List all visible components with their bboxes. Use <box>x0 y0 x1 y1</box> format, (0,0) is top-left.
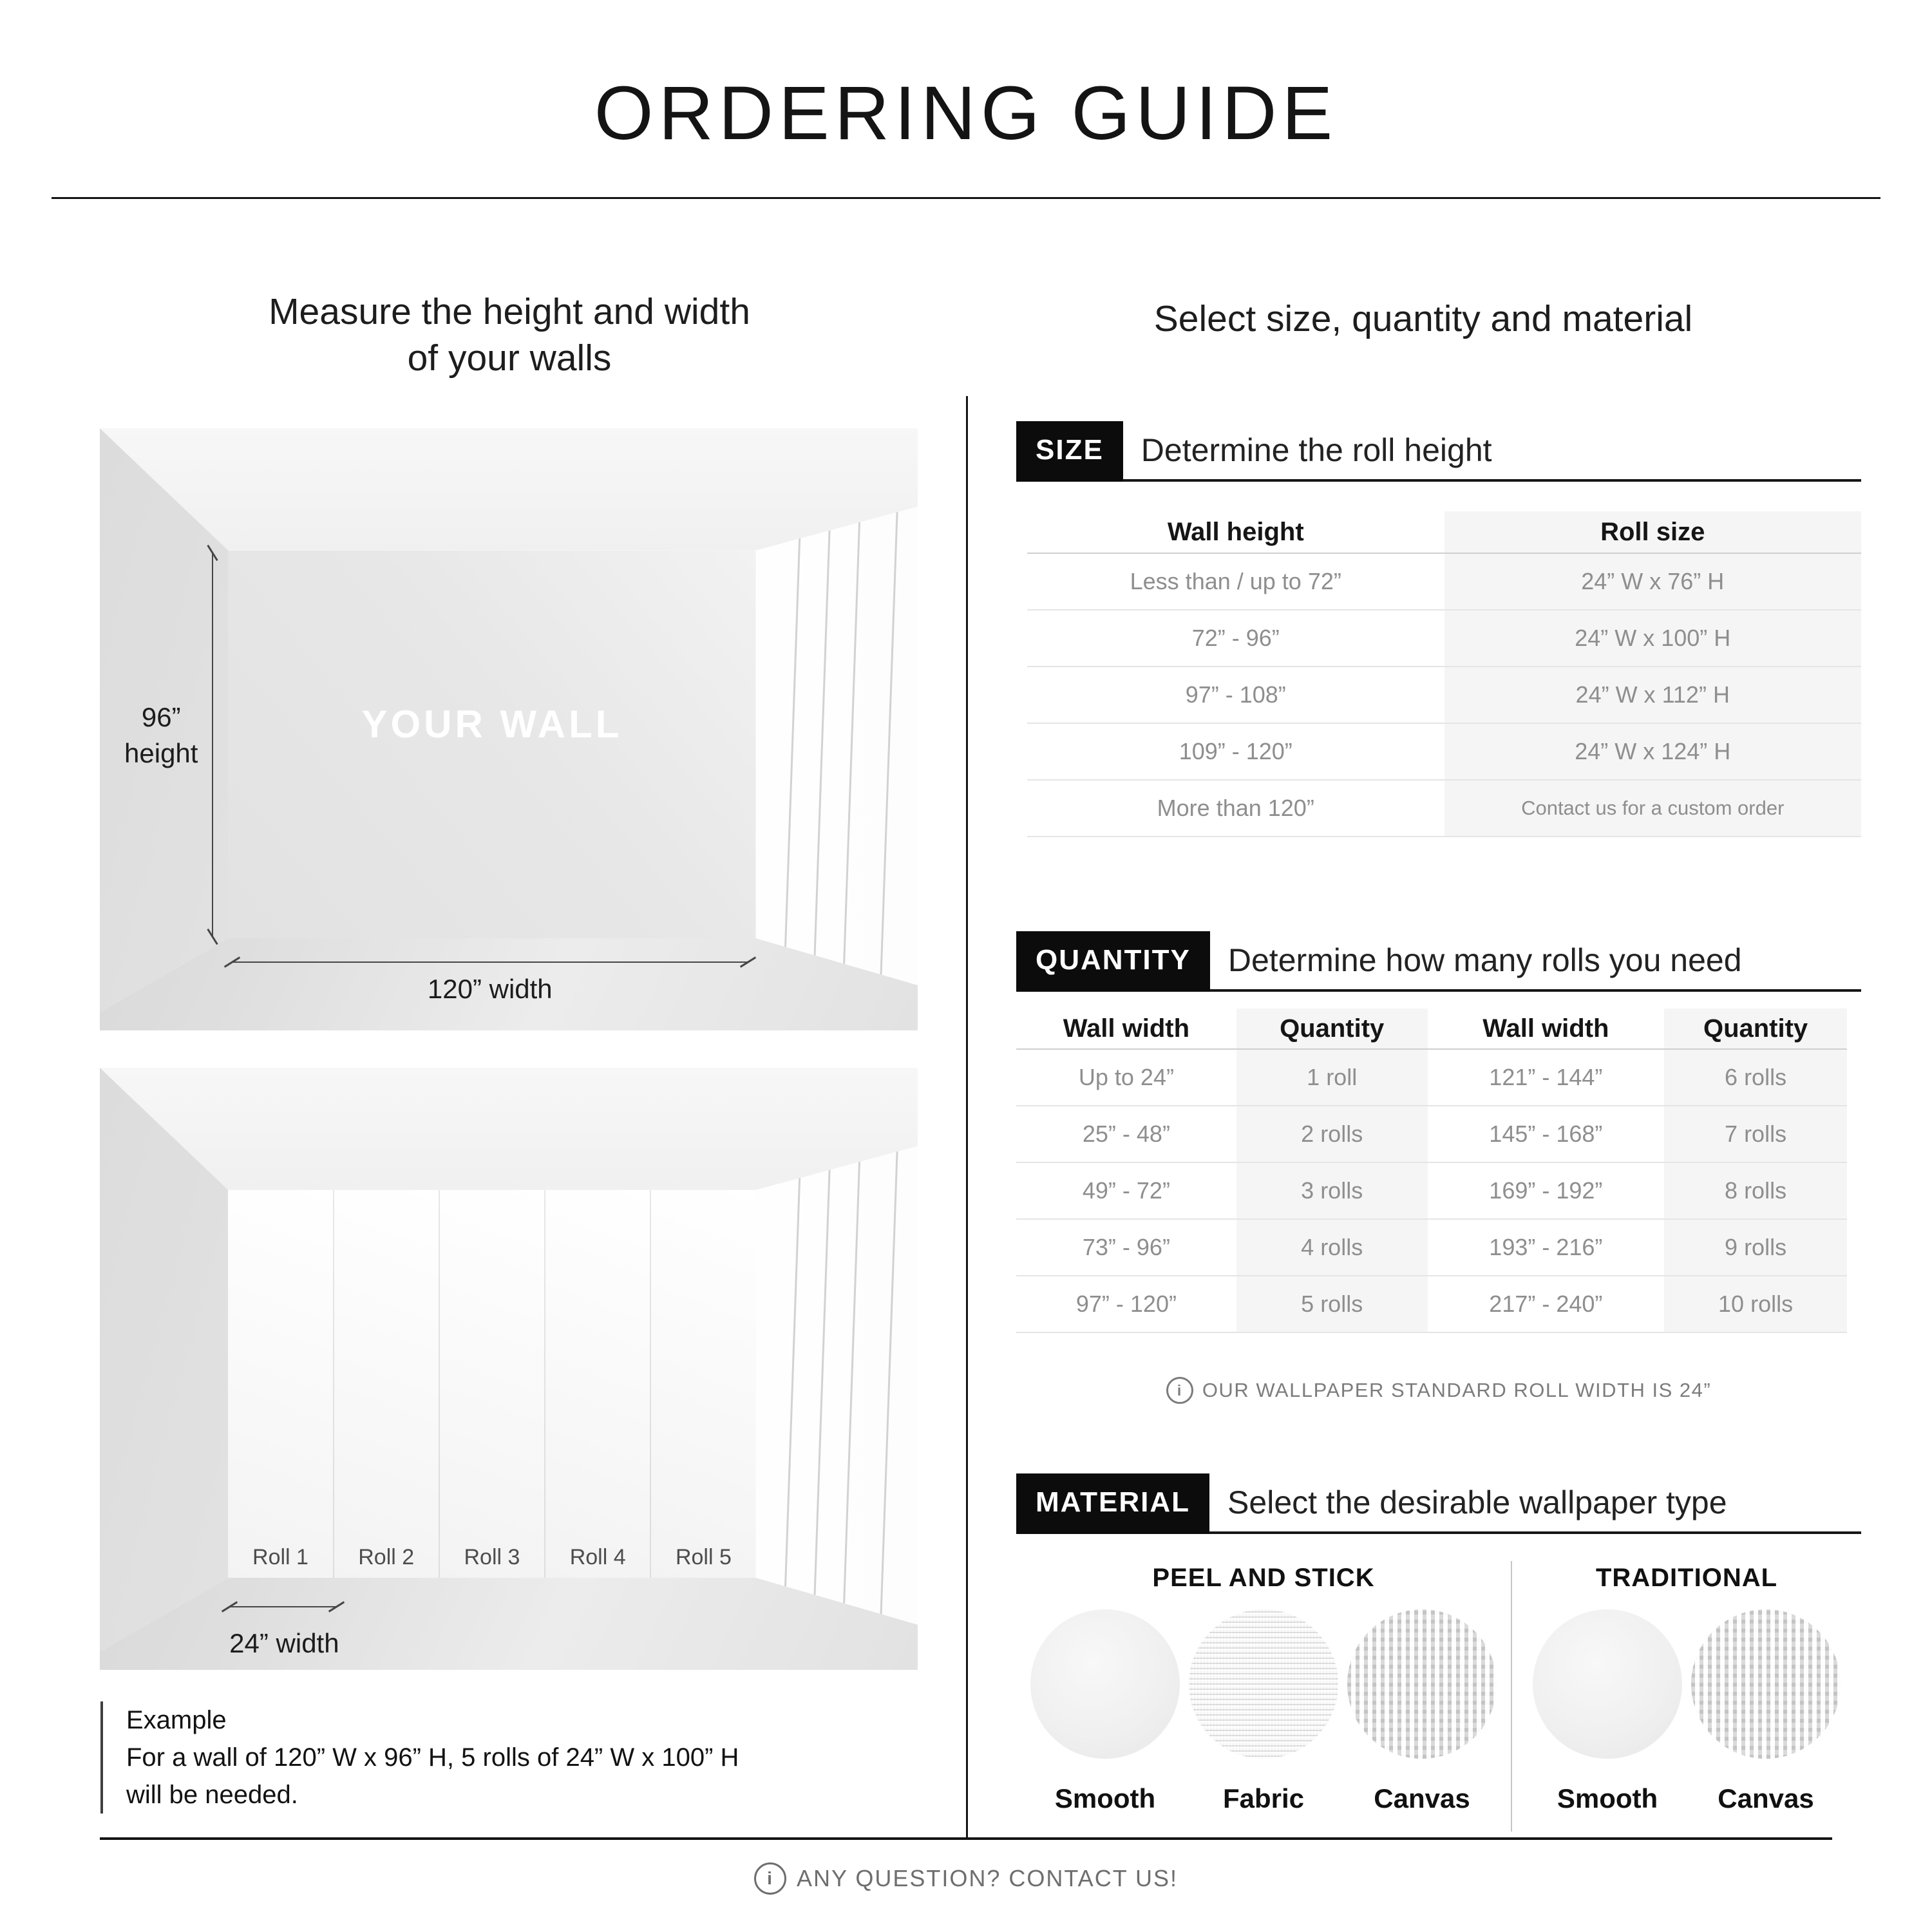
window-mullion <box>813 1140 831 1627</box>
quantity-cell: 3 rolls <box>1236 1163 1428 1220</box>
material-group-title: TRADITIONAL <box>1595 1564 1778 1592</box>
roll-panels <box>228 1190 755 1578</box>
roll-panel <box>651 1190 755 1578</box>
quantity-cell: 5 rolls <box>1236 1276 1428 1333</box>
quantity-cell: 121” - 144” <box>1428 1050 1665 1106</box>
measure-heading <box>100 289 919 382</box>
material-groups <box>1016 1561 1861 1832</box>
page-title: ORDERING GUIDE <box>594 71 1338 156</box>
swatch-label: Smooth <box>1054 1783 1156 1814</box>
swatch-label: Fabric <box>1222 1783 1305 1814</box>
material-option <box>1347 1609 1497 1814</box>
window-mullion <box>880 1140 898 1627</box>
quantity-section-header <box>1016 931 1861 992</box>
size-cell: 72” - 96” <box>1027 611 1444 667</box>
size-cell: 24” W x 124” H <box>1444 724 1862 781</box>
quantity-col-header: Quantity <box>1236 1009 1428 1050</box>
size-cell: 24” W x 76” H <box>1444 554 1862 611</box>
footer-divider <box>100 1837 1832 1840</box>
window-mullion <box>813 500 831 988</box>
window-mullion <box>842 500 861 988</box>
example-title: Example <box>126 1706 227 1734</box>
title-divider <box>52 197 1880 199</box>
canvas-texture-swatch <box>1691 1609 1841 1759</box>
roll-panel <box>334 1190 440 1578</box>
size-table <box>1027 511 1861 837</box>
material-option <box>1691 1609 1841 1814</box>
material-group-title: PEEL AND STICK <box>1152 1564 1375 1592</box>
roll-label: Roll 4 <box>569 1544 626 1569</box>
roll-label: Roll 5 <box>675 1544 732 1569</box>
quantity-cell: 1 roll <box>1236 1050 1428 1106</box>
room-illustration-your-wall <box>100 428 918 1030</box>
quantity-cell: 73” - 96” <box>1016 1220 1236 1276</box>
quantity-col-header: Wall width <box>1428 1009 1665 1050</box>
material-section-header <box>1016 1473 1861 1534</box>
info-icon <box>1166 1377 1193 1404</box>
measure-heading-line2: of your walls <box>407 337 612 379</box>
height-measure-line <box>212 553 213 936</box>
quantity-cell: 169” - 192” <box>1428 1163 1665 1220</box>
quantity-cell: 49” - 72” <box>1016 1163 1236 1220</box>
size-cell: 24” W x 112” H <box>1444 667 1862 724</box>
footer-note-text: ANY QUESTION? CONTACT US! <box>796 1865 1179 1891</box>
material-option <box>1030 1609 1180 1814</box>
quantity-col-header: Quantity <box>1664 1009 1847 1050</box>
quantity-cell: 217” - 240” <box>1428 1276 1665 1333</box>
select-heading: Select size, quantity and material <box>1153 298 1693 339</box>
height-value: 96” <box>141 701 181 732</box>
roll-panel <box>545 1190 651 1578</box>
material-badge: MATERIAL <box>1016 1473 1209 1534</box>
example-note <box>100 1701 886 1814</box>
roll-label: Roll 1 <box>252 1544 308 1569</box>
quantity-table <box>1016 1009 1847 1333</box>
width-measure-line <box>232 961 748 963</box>
quantity-cell: 9 rolls <box>1664 1220 1847 1276</box>
width-label: 120” width <box>427 974 553 1005</box>
size-badge: SIZE <box>1016 421 1123 482</box>
height-word: height <box>124 738 198 769</box>
measure-heading-line1: Measure the height and width <box>269 291 750 332</box>
quantity-cell: Up to 24” <box>1016 1050 1236 1106</box>
size-section-header <box>1016 421 1861 482</box>
swatch-row <box>1533 1609 1841 1814</box>
swatch-label: Canvas <box>1718 1783 1814 1814</box>
roll-width-note-text: OUR WALLPAPER STANDARD ROLL WIDTH IS 24” <box>1202 1379 1712 1401</box>
quantity-cell: 145” - 168” <box>1428 1106 1665 1163</box>
size-cell: More than 120” <box>1027 781 1444 837</box>
quantity-cell: 7 rolls <box>1664 1106 1847 1163</box>
your-wall-label: YOUR WALL <box>361 703 623 746</box>
size-col-header-roll-size: Roll size <box>1444 511 1862 554</box>
quantity-cell: 97” - 120” <box>1016 1276 1236 1333</box>
quantity-cell: 6 rolls <box>1664 1050 1847 1106</box>
quantity-col-header: Wall width <box>1016 1009 1236 1050</box>
info-icon <box>754 1862 786 1895</box>
window-mullion <box>783 500 802 988</box>
smooth-texture-swatch <box>1030 1609 1180 1759</box>
window-mullion <box>880 500 898 988</box>
swatch-label: Smooth <box>1557 1783 1658 1814</box>
size-cell: Less than / up to 72” <box>1027 554 1444 611</box>
roll-panel <box>440 1190 545 1578</box>
roll-width-measure-line <box>230 1606 336 1607</box>
swatch-row <box>1030 1609 1497 1814</box>
roll-panel <box>228 1190 334 1578</box>
roll-label: Roll 3 <box>464 1544 520 1569</box>
size-cell: Contact us for a custom order <box>1444 781 1862 837</box>
window-mullion <box>842 1140 861 1627</box>
quantity-cell: 8 rolls <box>1664 1163 1847 1220</box>
example-line1: For a wall of 120” W x 96” H, 5 rolls of 24” W x 100” H <box>126 1743 739 1772</box>
footer-note <box>0 1862 1932 1895</box>
material-subtitle: Select the desirable wallpaper type <box>1209 1484 1861 1534</box>
quantity-subtitle: Determine how many rolls you need <box>1210 942 1861 992</box>
material-option <box>1533 1609 1682 1814</box>
quantity-cell: 193” - 216” <box>1428 1220 1665 1276</box>
quantity-cell: 10 rolls <box>1664 1276 1847 1333</box>
material-group-peel-and-stick <box>1016 1561 1511 1832</box>
size-cell: 97” - 108” <box>1027 667 1444 724</box>
material-group-traditional <box>1512 1561 1861 1832</box>
size-cell: 109” - 120” <box>1027 724 1444 781</box>
material-option <box>1189 1609 1338 1814</box>
size-subtitle: Determine the roll height <box>1123 431 1861 482</box>
fabric-texture-swatch <box>1189 1609 1338 1759</box>
height-label <box>112 699 210 772</box>
smooth-texture-swatch <box>1533 1609 1682 1759</box>
quantity-cell: 4 rolls <box>1236 1220 1428 1276</box>
quantity-cell: 25” - 48” <box>1016 1106 1236 1163</box>
window-mullion <box>783 1140 802 1627</box>
roll-width-label: 24” width <box>229 1627 339 1658</box>
roll-width-note <box>1016 1377 1861 1404</box>
swatch-label: Canvas <box>1374 1783 1470 1814</box>
canvas-texture-swatch <box>1347 1609 1497 1759</box>
size-col-header-wall-height: Wall height <box>1027 511 1444 554</box>
roll-label: Roll 2 <box>358 1544 415 1569</box>
quantity-cell: 2 rolls <box>1236 1106 1428 1163</box>
size-cell: 24” W x 100” H <box>1444 611 1862 667</box>
example-line2: will be needed. <box>126 1781 298 1809</box>
room-illustration-rolls <box>100 1068 918 1670</box>
quantity-badge: QUANTITY <box>1016 931 1210 992</box>
column-divider <box>966 396 968 1839</box>
